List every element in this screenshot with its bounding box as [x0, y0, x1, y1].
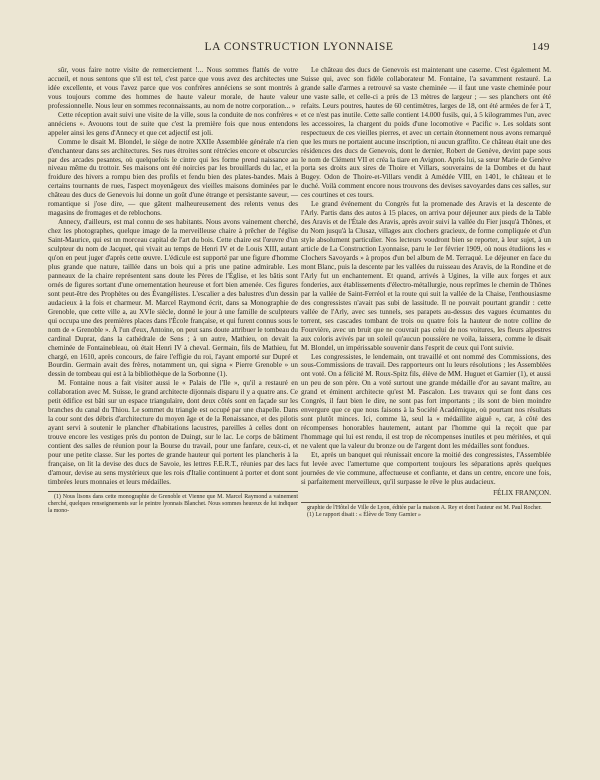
right-column — [301, 66, 551, 519]
paragraph: Annecy, d'ailleurs, est mal connu de ses habitants. Nous avons vainement cherché, chez les photographes, quelque image de la merveilleuse chaire à prêcher de l'église Saint-Maurice, qui est un morceau capital de l'art du bois. Cette chaire est l'œuvre d'un sculpteur du nom de Jacquet, qui vivait au temps de Henri IV et de Louis XIII, autant qu'on en peut juger d'après cette œuvre. L'édicule est supporté par une figure d'homme plus grande que nature, taillée dans un bois qui a pris une patine admirable. Les panneaux de la chaire représentent sans doute les Pères de l'Église, et les bâtis sont ornés de figures sortant d'une ornementation heureuse et fort bien amenée. Ces figures sont peut-être des Prophètes ou des Évangélistes. L'escalier a des balustres d'un dessin audacieux à la fois et charmeur. M. Marcel Raymond écrit, dans sa Monographie de Grenoble, que cette ville a, au XVIe siècle, donné le jour à une famille de sculpteurs qui occupa une des premières places dans l'École française, et qui furent connus sous le nom de « Grenoble ». À l'un d'eux, Antoine, on peut sans doute attribuer le tombeau du cardinal Duprat, dans la cathédrale de Sens ; à un autre, Mathieu, on devait la cheminée de Fontainebleau, où était Henri IV à cheval. Germain, fils de Mathieu, fut chargé, en 1610, après concours, de faire l'effigie du roi, l'ayant emporté sur Dupré et Bourdin. Germain avait des frères, notamment un, qui signa « Pierre Grenoble » un dessin de tombeau qui est à la bibliothèque de la Sorbonne (1). — [48, 218, 298, 379]
paragraph: Et, après un banquet qui réunissait encore la moitié des congressistes, l'Assemblée fut levée avec l'amertume que comportent toujours les séparations après quelques journées de vie commune, affectueuse et confiante, et dans un centre, encore une fois, si parfaitement merveilleux, qu'il surpasse le rêve le plus audacieux. — [301, 450, 551, 486]
footnotes — [301, 505, 551, 519]
paragraph: Le château des ducs de Genevois est maintenant une caserne. C'est également M. Suisse qui, avec son fidèle collaborateur M. Fontaine, l'a savamment restauré. La grande salle d'armes a retrouvé sa vaste cheminée — il faut une vaste cheminée pour une vaste salle, et celle-ci a près de 13 mètres de largeur ; — ses planchers ont été refaits. Leurs poutres, hautes de 60 centimètres, larges de 18, ont été armées de fer à T, et ce n'est pas inutile. Cette salle contient 14.000 fusils, qui, à 5 kilogrammes l'un, avec les accessoires, la chargent du poids d'une locomotive « Pacific ». Les soldats sont respectueux de ces vieilles pierres, et avec un certain étonnement nous avons remarqué que les murs ne portaient aucune inscription, ni aucun graffito. Ce château était une des résidences des ducs de Genevois, dont le dernier, Robert de Genève, devint pape sous le nom de Clément VII et créa la tiare en Avignon. Après lui, sa sœur Marie de Genève porta ses droits aux sires de Thoire et Villars, souverains de la Dombes et du haut Bugey. Odon de Thoire-et-Villars vendit à Amédée VIII, en 1401, le château et le duché. Voilà comment encore nous trouvons des devises savoyardes dans ces salles, sur ces courtines et ces tours. — [301, 66, 551, 200]
running-header — [48, 41, 550, 55]
journal-title: LA CONSTRUCTION LYONNAISE — [204, 41, 394, 53]
page-number: 149 — [531, 41, 550, 53]
paragraph: M. Fontaine nous a fait visiter aussi le « Palais de l'Ile », qu'il a restauré en collaboration avec M. Suisse, le grand architecte dijonnais disparu il y a quatre ans. Ce petit édifice est bâti sur un espace triangulaire, dont deux côtés sont en façade sur les branches du canal du Thiou. Le sommet du triangle est occupé par une chapelle. Dans la cour sont des débris d'architecture du moyen âge et de la Renaissance, et des pilotis ayant servi à soutenir le plancher d'habitations lacustres, pareilles à celles dont on trouve encore les vestiges près du ponton de Duingt, sur le lac. Le corps de bâtiment contient des salles de réunion pour la Bourse du travail, pour une fanfare, ceux-ci, et pour une petite classe. Sur les portes de grande hauteur qui portent les plancheris à la française, on lit la devise des ducs de Savoie, les lettres F.E.R.T., réunies par des lacs d'amour, devise au sens mystérieux que les rois d'Italie continuent à porter et dont sont timbrées leurs monnaies et leurs médailles. — [48, 379, 298, 486]
paragraph: Comme le disait M. Blondel, le siège de notre XXIIe Assemblée générale n'a rien d'enchanteur dans ses architectures. Ses rues étroites sont rétrécies encore et obscurcies par des arcades pesantes, où quelquefois le cintre qui les forme prend naissance au niveau même du trottoir. Ses maisons ont été noircies par les brouillards du lac, et la froidure des hivers a rompu bien des profils et fendu bien des plates-bandes. Mais à certains tournants de rues, l'aspect moyenâgeux des vieilles maisons dominées par le château des ducs de Genevois lui donne un goût d'une étrange et persistante saveur, — romantique si j'ose dire, — que gâtent malheureusement des relents venus des magasins de fromages et de reblochons. — [48, 137, 298, 218]
footnotes — [48, 494, 298, 515]
footnote: graphie de l'Hôtel de Ville de Lyon, éditée par la maison A. Rey et dont l'auteur est M. Paul Rocher. — [307, 504, 542, 511]
footnote: (1) Nous lisons dans cette monographie de Grenoble et Vienne que M. Marcel Raymond a vainement cherché, quelques renseignements sur le peintre lyonnais Blanchet. Nous sommes heureux de lui indiquer la mono- — [48, 493, 298, 514]
footnote: (1) Le rapport disait : « Élève de Tony Garnier » — [307, 511, 421, 518]
paragraph: Les congressistes, le lendemain, ont travaillé et ont nommé des Commissions, des sous-Commissions de travail. Des rapporteurs ont lu leurs résolutions ; les Assemblées ont voté. On a félicité M. Roux-Spitz fils, élève de MM. Huguet et Garnier (1), et aussi un peu de son père. On a voté surtout une grande médaille d'or au savant maître, au grand et éminent architecte qu'est M. Pascalon. Les travaux qui se font dans ces Congrès, il faut bien le dire, ne sont pas fort importants ; ils sont de bien moindre envergure que ce que nous faisons à la Société Académique, où pourtant nos résultats sont plutôt minces. Ici, comme là, seul la « médaillite aiguë », car, à côté des récompenses honorables hautement, autant par l'homme qui la reçoit que par l'hommage qui lui est rendu, il est trop de récompenses inutiles et peu méritées, et qui ne valent que la valeur du bronze ou de l'argent dont les médailles sont fondues. — [301, 352, 551, 451]
author-signature: FÉLIX FRANÇON. — [493, 488, 551, 497]
paragraph: sûr, vous faire notre visite de remerciement !... Nous sommes flattés de votre accueil, et nous sentons que s'il est tel, c'est parce que vous avez des architectes une idée excellente, et vous l'avez parce que vos confrères annéciens se sont montrés à vous toujours comme des hommes de haute valeur morale, de haute valeur professionnelle. Nous leur en sommes reconnaissants, au nom de notre corporation... » — [48, 66, 298, 110]
left-column — [48, 66, 298, 515]
paragraph: Cette réception avait suivi une visite de la ville, sous la conduite de nos confrères « annéciens ». Avouons tout de suite que c'est la première fois que nous entendons appeler ainsi les gens d'Annecy et que cet adjectif est joli. — [48, 110, 298, 137]
paragraph: Le grand événement du Congrès fut la promenade des Aravis et la descente de l'Arly. Partis dans des autos à 15 places, on arriva pour déjeuner aux pieds de la Table des Aravis et de l'Étale des Aravis, après avoir suivi la vallée du Fier jusqu'à Thônes, et du Nom jusqu'à la Clusaz, villages aux clochers gracieux, de forme compliquée et d'un style absolument particulier. Nos lecteurs voudront bien se reporter, à leur sujet, à un article de La Construction Lyonnaise, paru le 1er février 1909, où nous étudiions les « Clochers Savoyards » à propos d'un bel album de M. Terraqué. Le déjeuner en face du mont Blanc, puis la descente par les vallées du ruisseau des Aravis, de la Rondine et de l'Arly fut un enchantement. Et quand, arrivés à Ugines, la ville aux forges et aux fonderies, aux établissements d'électro-métallurgie, nous reprîmes le chemin de Thônes par la vallée de Saint-Ferréol et la route qui suit la vallée de la Chaise, l'enthousiasme des congressistes n'avait pas subi de lassitude. Il ne pouvait pourtant grandir : cette vallée de l'Arly, avec ses tunnels, ses parapets au-dessus des vagues écumantes du torrent, ses cascades tombant de trois ou quatre fois la hauteur de notre colline de Fourvière, avec un bruit que ne couvrait pas celui de nos voitures, les fleurs alpestres aux coloris avivés par un soleil qu'aucun poussière ne voila, laissera, comme le disait M. Blondel, un impérissable souvenir dans l'esprit de ceux qui l'ont suivie. — [301, 200, 551, 352]
